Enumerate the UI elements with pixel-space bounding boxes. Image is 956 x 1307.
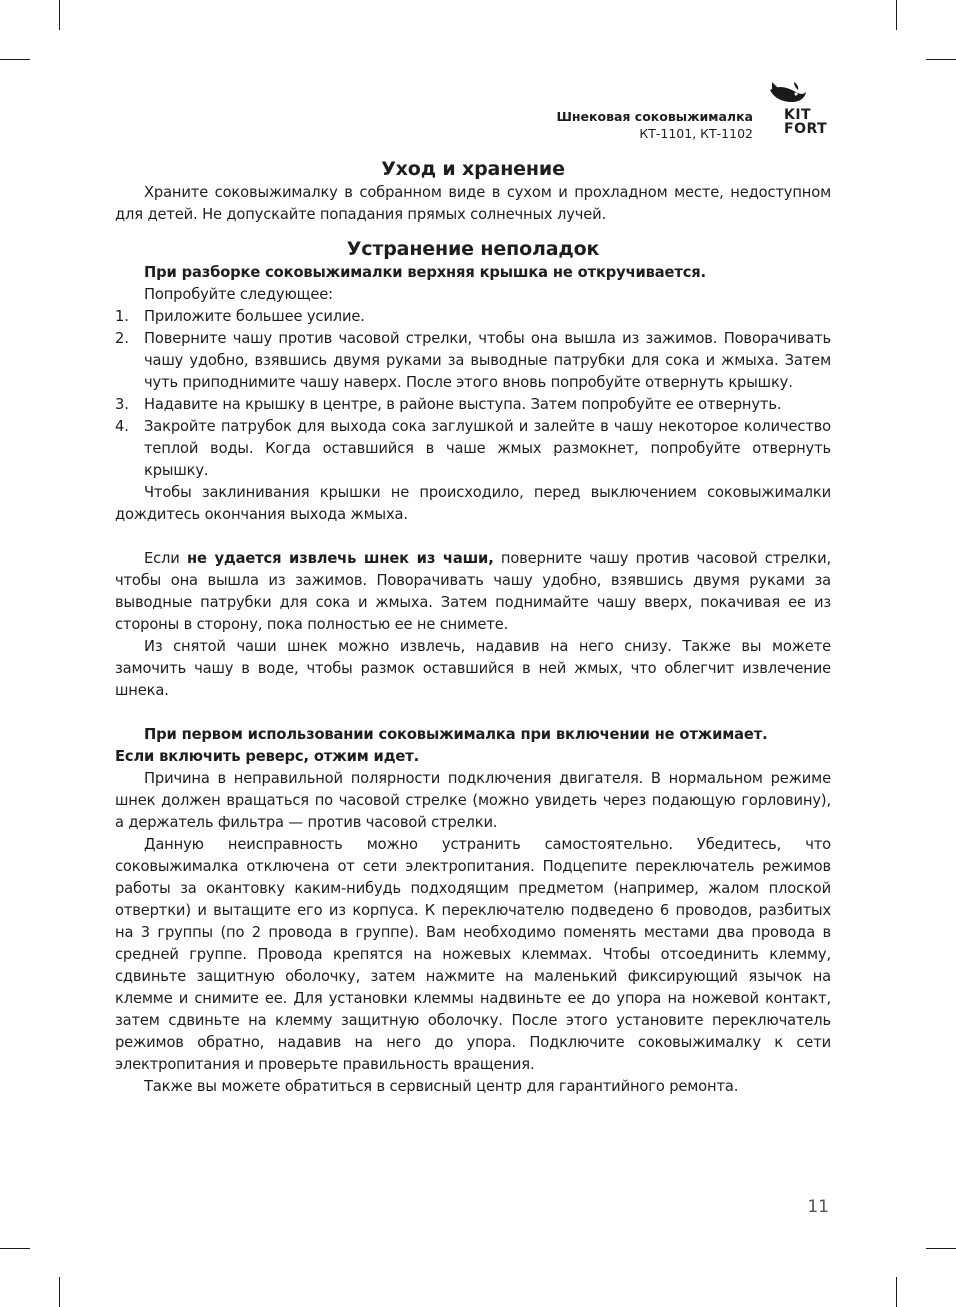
- issue1-heading: При разборке соковыжималки верхняя крышка не откручивается.: [144, 264, 706, 281]
- crop-mark: [0, 59, 30, 60]
- crop-mark: [896, 0, 897, 30]
- logo-wordmark: KIT FORT: [784, 107, 828, 137]
- issue1-intro: Попробуйте следующее:: [144, 286, 333, 303]
- crop-mark: [59, 1277, 60, 1307]
- crop-mark: [59, 0, 60, 30]
- issue3-paragraph-2: Данную неисправность можно устранить самостоятельно. Убедитесь, что соковыжималка отключена от сети электропитания. Подцепите переключатель режимов работы за окантовку каким-нибудь подходящим предметом (например, жалом плоской отвертки) и вытащите его из корпуса. К переключателю подведено 6 проводов, разбитых на 3 группы (по 2 провода в группе). Вам необходимо поменять местами два провода в средней группе. Провода крепятся на ножевых клеммах. Чтобы отсоединить клемму, сдвиньте защитную оболочку, затем нажмите на маленький фиксирующий язычок на клемме и снимите ее. Для установки клеммы надвиньте ее до упора на ножевой контакт, затем сдвиньте на клемму защитную оболочку. После этого установите переключатель режимов обратно, надавив на него до упора. Подключите соковыжималку к сети электропитания и проверьте правильность вращения.: [115, 836, 831, 1073]
- list-item: 4. Закройте патрубок для выхода сока заглушкой и залейте в чашу некоторое количество теплой воды. Когда оставшийся в чаше жмых размокнет, попробуйте отвернуть крышку.: [115, 418, 831, 479]
- issue1-note: Чтобы заклинивания крышки не происходило, перед выключением соковыжималки дождитесь окончания выхода жмыха.: [115, 484, 831, 523]
- care-title: Уход и хранение: [381, 158, 565, 180]
- troubleshooting-title: Устранение неполадок: [346, 238, 600, 260]
- whale-icon: [766, 80, 808, 104]
- product-models: КТ-1101, КТ-1102: [639, 126, 753, 141]
- product-name: Шнековая соковыжималка: [556, 109, 753, 124]
- page-header: [556, 108, 753, 142]
- crop-mark: [0, 1248, 30, 1249]
- issue3-paragraph-1: Причина в неправильной полярности подключения двигателя. В нормальном режиме шнек должен вращаться по часовой стрелке (можно увидеть через подающую горловину), а держатель фильтра — против часовой стрелки.: [115, 770, 831, 831]
- list-item: 2. Поверните чашу против часовой стрелки, чтобы она вышла из зажимов. Поворачивать чашу удобно, взявшись двумя руками за выводные патрубки для сока и жмыха. Затем чуть приподнимите чашу наверх. После этого вновь попробуйте отвернуть крышку.: [115, 330, 831, 391]
- issue1-steps: [115, 306, 831, 482]
- crop-mark: [926, 59, 956, 60]
- issue2-paragraph-2: Из снятой чаши шнек можно извлечь, надавив на него снизу. Также вы можете замочить чашу в воде, чтобы размок оставшийся в ней жмых, что облегчит извлечение шнека.: [115, 638, 831, 699]
- issue3-subheading: Если включить реверс, отжим идет.: [115, 748, 420, 765]
- page-number: 11: [807, 1197, 829, 1217]
- issue3-paragraph-3: Также вы можете обратиться в сервисный центр для гарантийного ремонта.: [144, 1078, 739, 1095]
- issue2-paragraph: Если не удается извлечь шнек из чаши, поверните чашу против часовой стрелки, чтобы она вышла из зажимов. Поворачивать чашу удобно, взявшись двумя руками за выводные патрубки для сока и жмыха. Затем поднимайте чашу вверх, покачивая ее из стороны в сторону, пока полностью ее не снимете.: [115, 550, 831, 633]
- page-content: [115, 156, 831, 1098]
- care-text: Храните соковыжималку в собранном виде в сухом и прохладном месте, недоступном для детей. Не допускайте попадания прямых солнечных лучей.: [115, 184, 831, 223]
- crop-mark: [896, 1277, 897, 1307]
- list-item: 1. Приложите большее усилие.: [115, 308, 365, 325]
- crop-mark: [926, 1248, 956, 1249]
- brand-logo: [766, 80, 836, 136]
- issue3-heading: При первом использовании соковыжималка при включении не отжимает.: [144, 726, 768, 743]
- list-item: 3. Надавите на крышку в центре, в районе выступа. Затем попробуйте ее отвернуть.: [115, 396, 782, 413]
